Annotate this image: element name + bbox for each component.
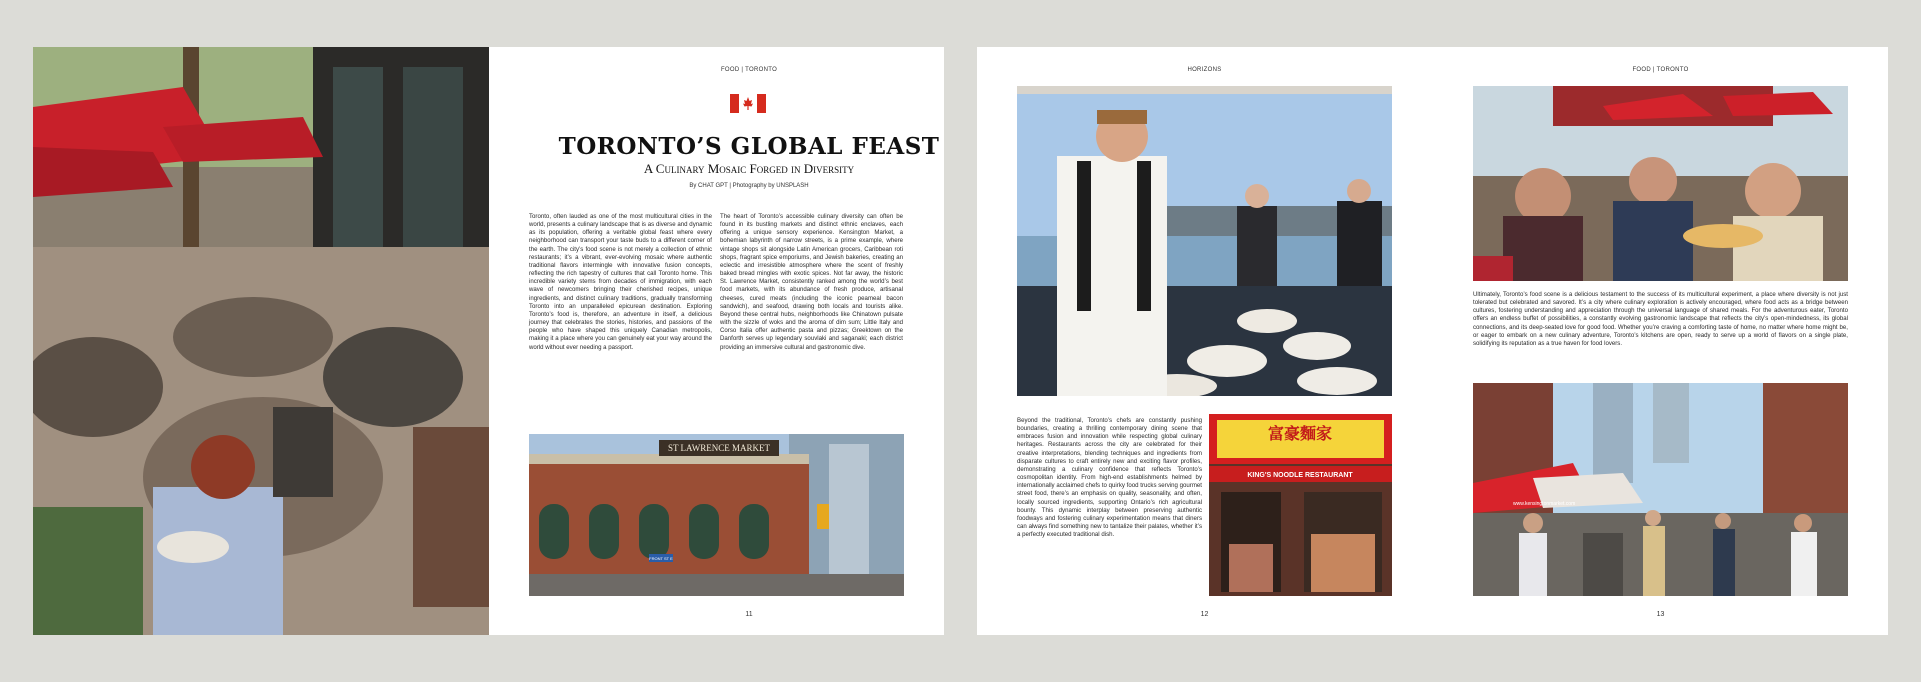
section-label-right: FOOD | TORONTO (1632, 67, 1689, 73)
section-label: FOOD | TORONTO (720, 67, 778, 73)
byline: By CHAT GPT | Photography by UNSPLASH (689, 183, 809, 189)
body-column-left: Beyond the traditional, Toronto’s chefs are constantly pushing boundaries, creating a thrilling contemporary dining scene that embraces fusion and innovation while respecting global culinary heritages. Restaurants across the city are celebrated for their creative interpretations, blending techniques and ingredients from disparate cultures to craft entirely new and exciting flavor profiles, demonstrating a culinary confidence that reflects Toronto’s cosmopolitan identity. From high-end establishments helmed by internationally acclaimed chefs to quirky food trucks serving gourmet street food, there’s an emphasis on quality, seasonality, and often, locally sourced ingredients, supporting Ontario’s rich agricultural bounty. This dynamic interplay between preserving authentic foodways and fostering culinary experimentation means that diners can always find something new to tantalize their palates, whether it’s a perfectly executed traditional dish. (1017, 417, 1202, 539)
article-subtitle: A Culinary Mosaic Forged in Diversity (643, 161, 855, 176)
body-column-1: Toronto, often lauded as one of the most multicultural cities in the world, presents a culinary landscape that is as diverse and dynamic as its population, offering a veritable global feast where every neighborhood can transport your taste buds to a different corner of the earth. The city’s food scene is not merely a collection of ethnic restaurants; it’s a vibrant, ever-evolving mosaic where authentic traditional flavors intermingle with innovative fusion concepts, reflecting the rich tapestry of cultures that call Toronto home. This incredible variety stems from decades of immigration, with each wave of newcomers bringing their cherished recipes, unique ingredients, and distinct culinary traditions, gradually transforming Toronto into an unparalleled epicurean destination. Exploring Toronto’s food is, therefore, an adventure in itself, a delicious journey that celebrates the stories, histories, and passions of the people who have shaped this uniquely Canadian metropolis, making it a place where you can genuinely eat your way around the world without ever needing a passport. (529, 213, 712, 351)
market-street-crowd-photo (1473, 383, 1848, 596)
body-column-right: Ultimately, Toronto’s food scene is a delicious testament to the success of its multicultural experiment, a place where diversity is not just tolerated but celebrated and savored. It’s a city where culinary exploration is actively encouraged, where food acts as a bridge between cultures, fostering understanding and appreciation through the universal language of shared meals. For the adventurous eater, Toronto offers an endless buffet of possibilities, a constantly evolving gastronomic landscape that reflects the city’s open-mindedness, its global connections, and its deep-seated love for good food. Whether you’re craving a comforting taste of home, no matter where home might be, or eager to embark on a new culinary adventure, Toronto’s kitchens are open, ready to serve up a world of flavors on a single plate, solidifying its reputation as a true haven for food lovers. (1473, 291, 1848, 347)
page-number-right: 13 (1656, 611, 1665, 618)
left-spread (33, 47, 944, 635)
friends-toasting-photo (1473, 86, 1848, 281)
page-number-left: 12 (1200, 611, 1209, 618)
section-label-left: HORIZONS (1187, 67, 1222, 73)
street-sign: FRONT ST E (649, 556, 673, 561)
canada-flag-icon (730, 94, 766, 113)
page-number: 11 (745, 611, 753, 618)
article-title: TORONTO’S GLOBAL FEAST (558, 133, 940, 160)
body-column-2: The heart of Toronto’s accessible culinary diversity can often be found in its bustling markets and distinct ethnic enclaves, each offering a unique sensory experience. Kensington Market, a bohemian labyrinth of narrow streets, is a prime example, where vintage shops sit alongside Latin American grocers, Caribbean roti shops, fragrant spice emporiums, and Jewish bakeries, creating an eclectic and irresistible atmosphere where the scent of freshly baked bread mingles with exotic spices. Not far away, the historic St. Lawrence Market, consistently ranked among the world’s best food markets, with its abundance of fresh produce, artisanal cheeses, cured meats (including the iconic peameal bacon sandwich), and seafood, drawing both locals and tourists alike. Beyond these central hubs, neighborhoods like Chinatown pulsate with the sizzle of woks and the aroma of dim sum; Little Italy and Corso Italia offer authentic pasta and pizzas; Greektown on the Danforth serves up legendary souvlaki and saganaki; each district providing an immersive cultural and gastronomic dive. (720, 213, 903, 351)
kings-noodle-restaurant-photo (1209, 414, 1392, 596)
waiter-serving-photo (1017, 86, 1392, 396)
restaurant-sign-chinese: 富豪麵家 (1267, 424, 1333, 443)
patio-dining-photo (33, 47, 489, 635)
st-lawrence-market-photo (529, 434, 904, 596)
right-spread (977, 47, 1888, 635)
awning-url: www.kensingtonmarket.com (1513, 501, 1576, 507)
restaurant-sign-english: KING'S NOODLE RESTAURANT (1247, 472, 1353, 479)
market-sign: ST LAWRENCE MARKET (667, 443, 771, 453)
